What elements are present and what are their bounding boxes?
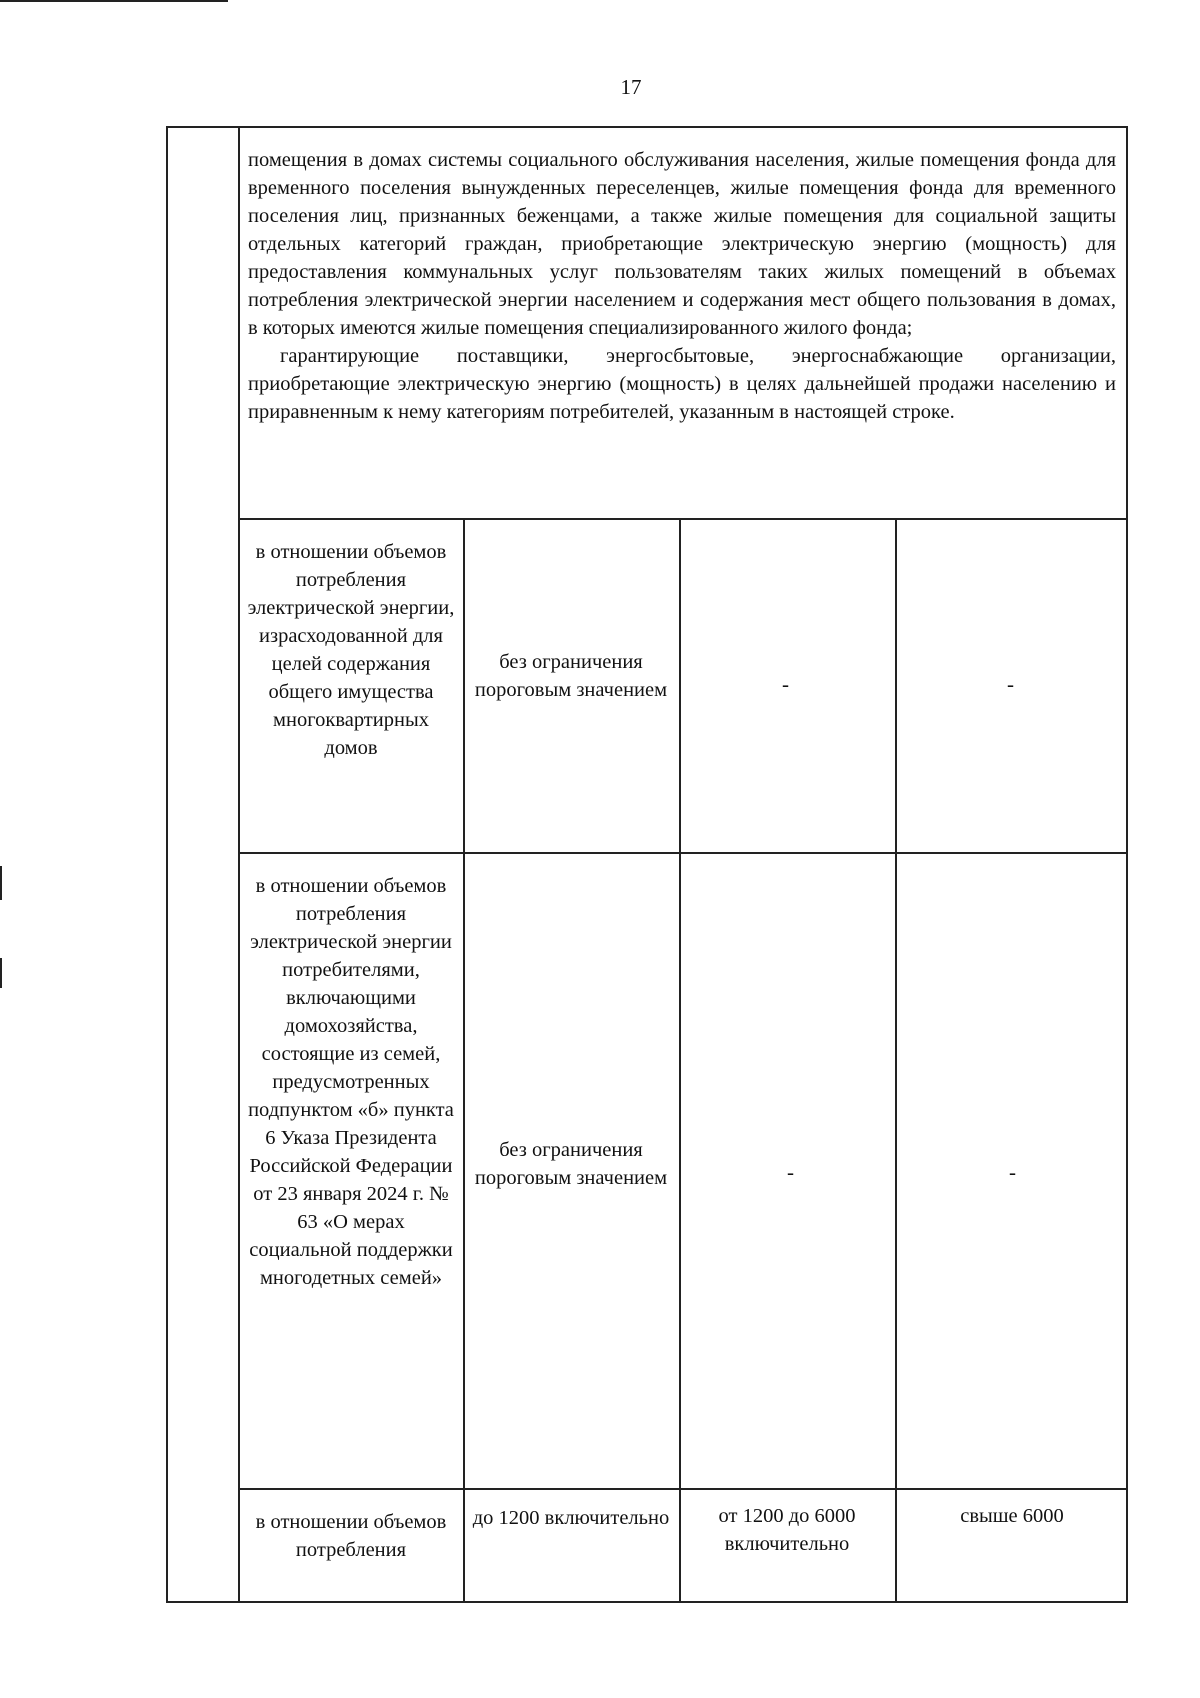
row-3-col1: до 1200 включительно (472, 1507, 670, 1529)
row-1-col1: без ограничения пороговым значением (474, 651, 668, 701)
intro-paragraph-1: помещения в домах системы социального обслуживания населения, жилые помещения фонда для временного поселения вынужденных переселенцев, жилые помещения фонда для временного поселения лиц, признанных беженцами, а также жилые помещения для социальной защиты отдельных категорий граждан, приобретающие электрическую энергию (мощность) для предоставления коммунальных услуг пользователям таких жилых помещений в объемах потребления электрической энергии населением и содержания мест общего пользования в домах, в которых имеются жилые помещения специализированного жилого фонда; (248, 149, 1116, 339)
intro-paragraph-2: гарантирующие поставщики, энергосбытовые, энергоснабжающие организации, приобретающие электрическую энергию (мощность) в целях дальнейшей продажи населению и приравненным к нему категориям потребителей, указанным в настоящей строке. (248, 345, 1116, 423)
row-2-col1: без ограничения пороговым значением (474, 1139, 668, 1189)
row-3-col3: свыше 6000 (960, 1505, 1064, 1527)
row-2-col2: - (787, 1160, 794, 1184)
row-2-col3: - (1009, 1160, 1016, 1184)
scan-edge-mark (0, 0, 228, 2)
row-1-label: в отношении объемов потребления электрической энергии, израсходованной для целей содержания общего имущества многоквартирных домов (247, 541, 455, 759)
scan-edge-mark (0, 958, 2, 988)
row-3-col2: от 1200 до 6000 включительно (718, 1505, 856, 1555)
page-number: 17 (620, 75, 642, 99)
row-1-col2: - (782, 672, 789, 696)
intro-text (248, 146, 1116, 426)
scan-edge-mark (0, 866, 2, 900)
row-2-label: в отношении объемов потребления электрической энергии потребителями, включающими домохозяйства, состоящие из семей, предусмотренных подпунктом «б» пункта 6 Указа Президента Российской Федерации от 23 января 2024 г. № 63 «О мерах социальной поддержки многодетных семей» (248, 875, 454, 1289)
row-1-col3: - (1007, 672, 1014, 696)
row-3-label: в отношении объемов потребления (255, 1511, 447, 1561)
